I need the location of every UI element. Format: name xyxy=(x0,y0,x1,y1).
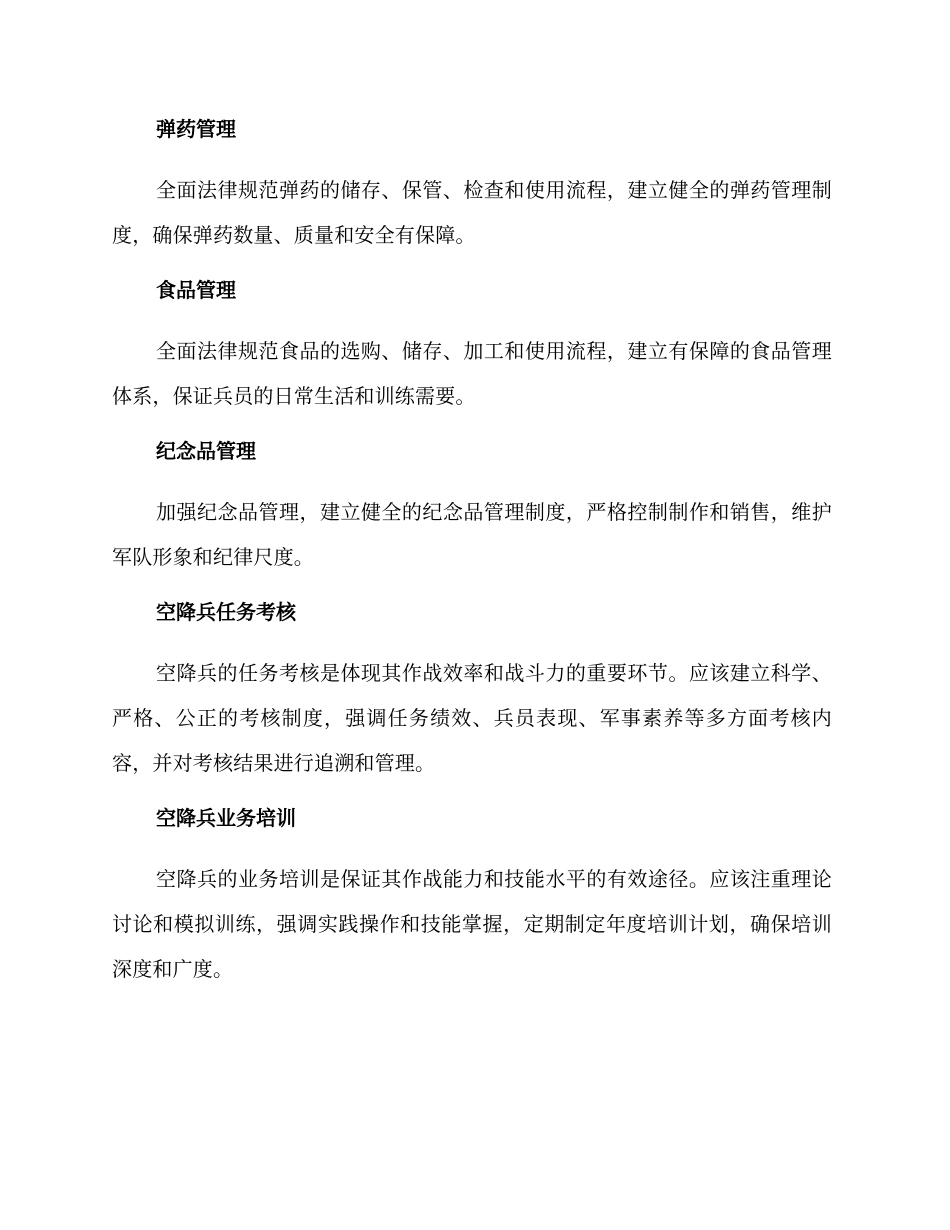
section-heading: 弹药管理 xyxy=(156,117,236,141)
section-heading: 纪念品管理 xyxy=(156,439,256,463)
section-ammunition xyxy=(112,112,832,258)
section-paragraph: 全面法律规范食品的选购、储存、加工和使用流程，建立有保障的食品管理体系，保证兵员的日常生活和训练需要。 xyxy=(112,339,832,408)
section-paragraph: 空降兵的任务考核是体现其作战效率和战斗力的重要环节。应该建立科学、严格、公正的考核制度，强调任务绩效、兵员表现、军事素养等多方面考核内容，并对考核结果进行追溯和管理。 xyxy=(112,661,832,775)
section-mission-assessment xyxy=(112,595,832,786)
section-paragraph: 加强纪念品管理，建立健全的纪念品管理制度，严格控制制作和销售，维护军队形象和纪律尺度。 xyxy=(112,500,832,569)
section-business-training xyxy=(112,801,832,992)
section-heading: 食品管理 xyxy=(156,278,236,302)
section-paragraph: 空降兵的业务培训是保证其作战能力和技能水平的有效途径。应该注重理论讨论和模拟训练，强调实践操作和技能掌握，定期制定年度培训计划，确保培训深度和广度。 xyxy=(112,867,832,981)
section-food xyxy=(112,273,832,419)
section-souvenirs xyxy=(112,434,832,580)
section-heading: 空降兵任务考核 xyxy=(156,600,296,624)
document-page xyxy=(112,112,832,1007)
section-paragraph: 全面法律规范弹药的储存、保管、检查和使用流程，建立健全的弹药管理制度，确保弹药数量、质量和安全有保障。 xyxy=(112,178,832,247)
section-heading: 空降兵业务培训 xyxy=(156,806,296,830)
